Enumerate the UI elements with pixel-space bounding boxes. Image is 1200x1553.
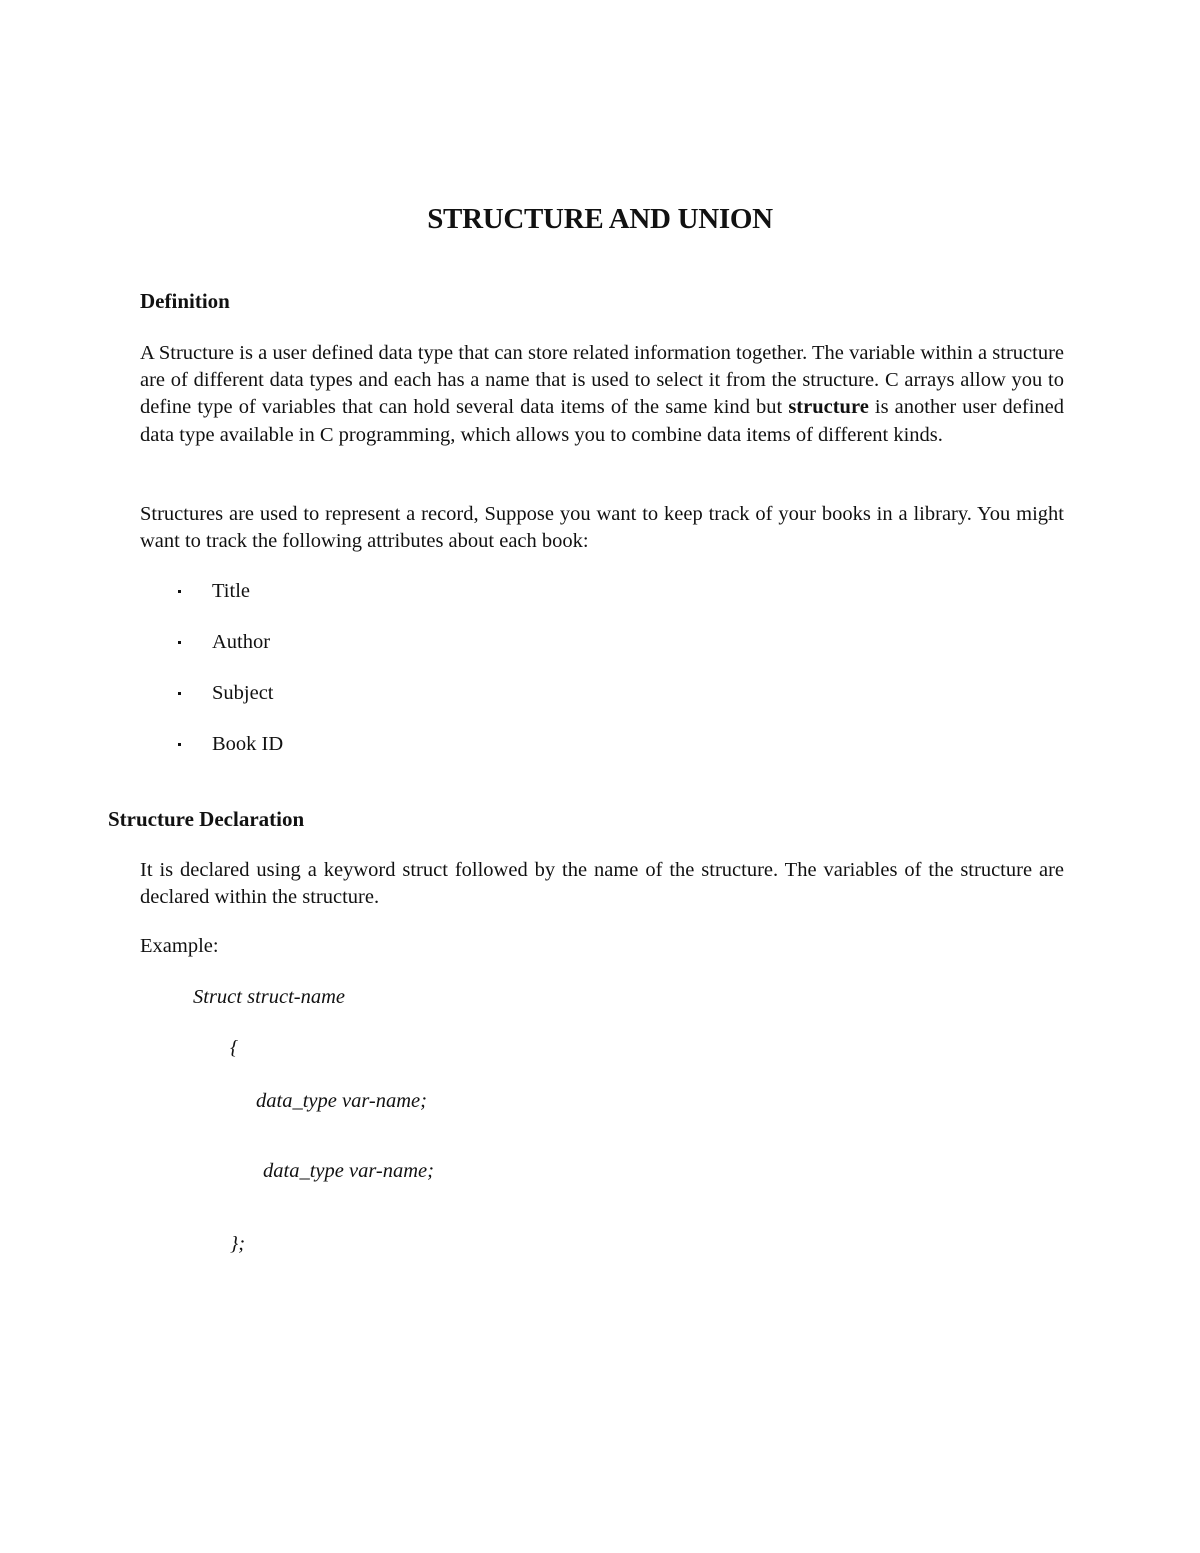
bullet-icon	[178, 743, 181, 746]
bullet-icon	[178, 641, 181, 644]
definition-paragraph	[140, 340, 1064, 449]
page-title: STRUCTURE AND UNION	[427, 203, 773, 235]
bullet-icon	[178, 692, 181, 695]
definition-text-bold: structure	[788, 396, 869, 419]
code-line-struct: Struct struct-name	[193, 986, 346, 1008]
code-line-open-brace: {	[230, 1037, 239, 1059]
code-line-close-brace: };	[230, 1233, 246, 1255]
declaration-heading: Structure Declaration	[108, 807, 305, 831]
declaration-paragraph: It is declared using a keyword struct followed by the name of the structure. The variables of the structure are declared within the structure.	[140, 859, 1064, 909]
definition-text-start: A Structure is a user defined data type that can store related information together. The variable within a structure are of different data types and each has a name that is used to select it from the structure. C arrays allow you to define type of variables that can hold several data items of the same kind but	[140, 342, 1064, 419]
example-label: Example:	[140, 935, 219, 957]
list-item-text: Title	[212, 580, 250, 602]
definition-text-end: is another user defined data type available in C programming, which allows you to combine data items of different kinds.	[140, 396, 1064, 446]
code-line-member: data_type var-name;	[263, 1160, 434, 1182]
list-item-text: Book ID	[212, 733, 284, 755]
bullet-icon	[178, 590, 181, 593]
code-line-member: data_type var-name;	[256, 1090, 427, 1112]
list-item-text: Subject	[212, 682, 274, 704]
definition-heading: Definition	[140, 289, 230, 313]
list-item-text: Author	[212, 631, 271, 653]
records-paragraph: Structures are used to represent a record, Suppose you want to keep track of your books in a library. You might want to track the following attributes about each book:	[140, 503, 1064, 553]
